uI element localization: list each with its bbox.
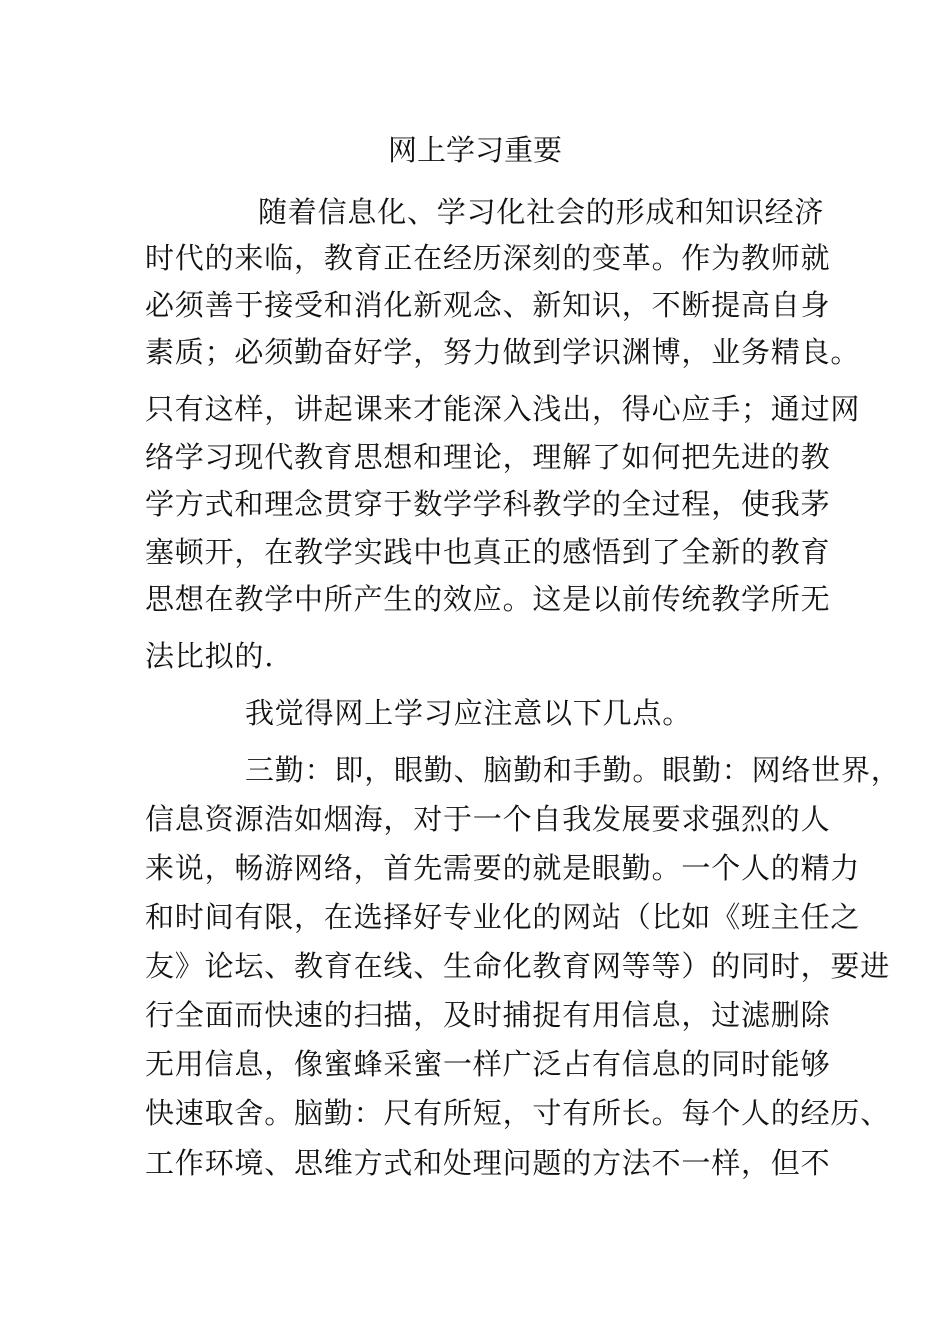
paragraph-line: 无用信息，像蜜蜂采蜜一样广泛占有信息的同时能够	[145, 1047, 831, 1081]
paragraph-line: 学方式和理念贯穿于数学学科教学的全过程，使我茅	[145, 487, 831, 521]
paragraph-line: 随着信息化、学习化社会的形成和知识经济	[258, 195, 825, 229]
paragraph-line: 友》论坛、教育在线、生命化教育网等等）的同时，要进	[145, 949, 891, 983]
paragraph-line: 行全面而快速的扫描，及时捕捉有用信息，过滤删除	[145, 998, 831, 1032]
paragraph-line: 素质；必须勤奋好学，努力做到学识渊博，业务精良。	[145, 335, 861, 369]
paragraph-line: 信息资源浩如烟海，对于一个自我发展要求强烈的人	[145, 802, 831, 836]
document-title: 网上学习重要	[387, 133, 562, 167]
paragraph-line: 工作环境、思维方式和处理问题的方法不一样，但不	[145, 1146, 831, 1180]
paragraph-line: 塞顿开，在教学实践中也真正的感悟到了全新的教育	[145, 535, 831, 569]
paragraph-line: 法比拟的.	[145, 639, 275, 673]
paragraph-line: 快速取舍。脑勤：尺有所短，寸有所长。每个人的经历、	[145, 1096, 891, 1130]
paragraph-line: 时代的来临，教育正在经历深刻的变革。作为教师就	[145, 241, 831, 275]
paragraph-line: 必须善于接受和消化新观念、新知识，不断提高自身	[145, 288, 831, 322]
paragraph-line: 络学习现代教育思想和理论，理解了如何把先进的教	[145, 440, 831, 474]
paragraph-line: 思想在教学中所产生的效应。这是以前传统教学所无	[145, 582, 831, 616]
paragraph-line: 我觉得网上学习应注意以下几点。	[245, 696, 693, 730]
paragraph-line: 只有这样，讲起课来才能深入浅出，得心应手；通过网	[145, 392, 861, 426]
paragraph-line: 来说，畅游网络，首先需要的就是眼勤。一个人的精力	[145, 851, 861, 885]
paragraph-line: 三勤：即，眼勤、脑勤和手勤。眼勤：网络世界，	[245, 753, 901, 787]
paragraph-line: 和时间有限，在选择好专业化的网站（比如《班主任之	[145, 900, 861, 934]
